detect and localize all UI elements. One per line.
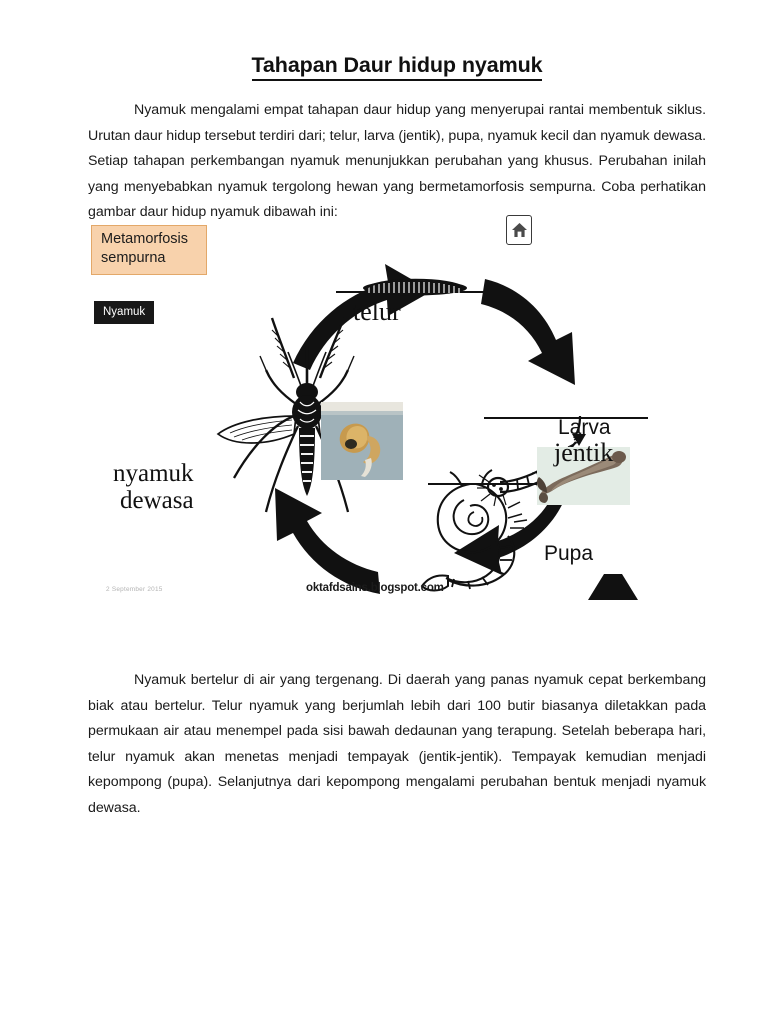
- stage-label-dewasa: dewasa: [120, 487, 194, 514]
- stage-label-jentik: jentik: [554, 438, 614, 467]
- paragraph-intro: Nyamuk mengalami empat tahapan daur hidup yang menyerupai rantai membentuk siklus. Urutan daur hidup tersebut terdiri dari; telur, larva (jentik), pupa, nyamuk kecil dan nyamuk dewasa. Setiap tahapan perkembangan nyamuk menunjukkan perubahan yang khusus. Perubahan inilah yang menyebabkan nyamuk tergolong hewan yang bermetamorfosis sempurna. Coba perhatikan gambar daur hidup nyamuk dibawah ini:: [88, 102, 706, 221]
- page-title-text: Tahapan Daur hidup nyamuk: [252, 53, 543, 81]
- figure-datestamp: 2 September 2015: [106, 586, 163, 593]
- home-button[interactable]: [506, 215, 532, 245]
- document-body: [88, 0, 706, 226]
- stage-label-telur: telur: [353, 297, 401, 326]
- page-title: [88, 0, 706, 78]
- lifecycle-figure: [88, 216, 706, 636]
- home-icon: [511, 222, 528, 238]
- stage-label-larva: Larva: [558, 416, 611, 439]
- blog-watermark: oktafdsains.blogspot.com: [306, 582, 444, 594]
- paragraph-detail: Nyamuk bertelur di air yang tergenang. Di daerah yang panas nyamuk cepat berkembang biak atau bertelur. Telur nyamuk yang berjumlah lebih dari 100 butir biasanya diletakkan pada permukaan air atau menempel pada sisi bawah dedaunan yang terapung. Setelah beberapa hari, telur nyamuk akan menetas menjadi tempayak (jentik-jentik). Tempayak kemudian menjadi kepompong (pupa). Selanjutnya dari kepompong mengalami perubahan bentuk menjadi nyamuk dewasa.: [88, 672, 706, 816]
- metamorfosis-label-line-2: sempurna: [101, 250, 166, 266]
- stage-label-pupa: Pupa: [544, 542, 594, 565]
- metamorfosis-label-box: [91, 225, 207, 275]
- nyamuk-chip-label: Nyamuk: [94, 301, 154, 324]
- metamorfosis-label-line-1: Metamorfosis: [101, 231, 189, 247]
- stage-label-nyamuk: nyamuk: [113, 460, 194, 487]
- pupa-photo: [321, 402, 403, 480]
- document-body-lower: [88, 668, 706, 822]
